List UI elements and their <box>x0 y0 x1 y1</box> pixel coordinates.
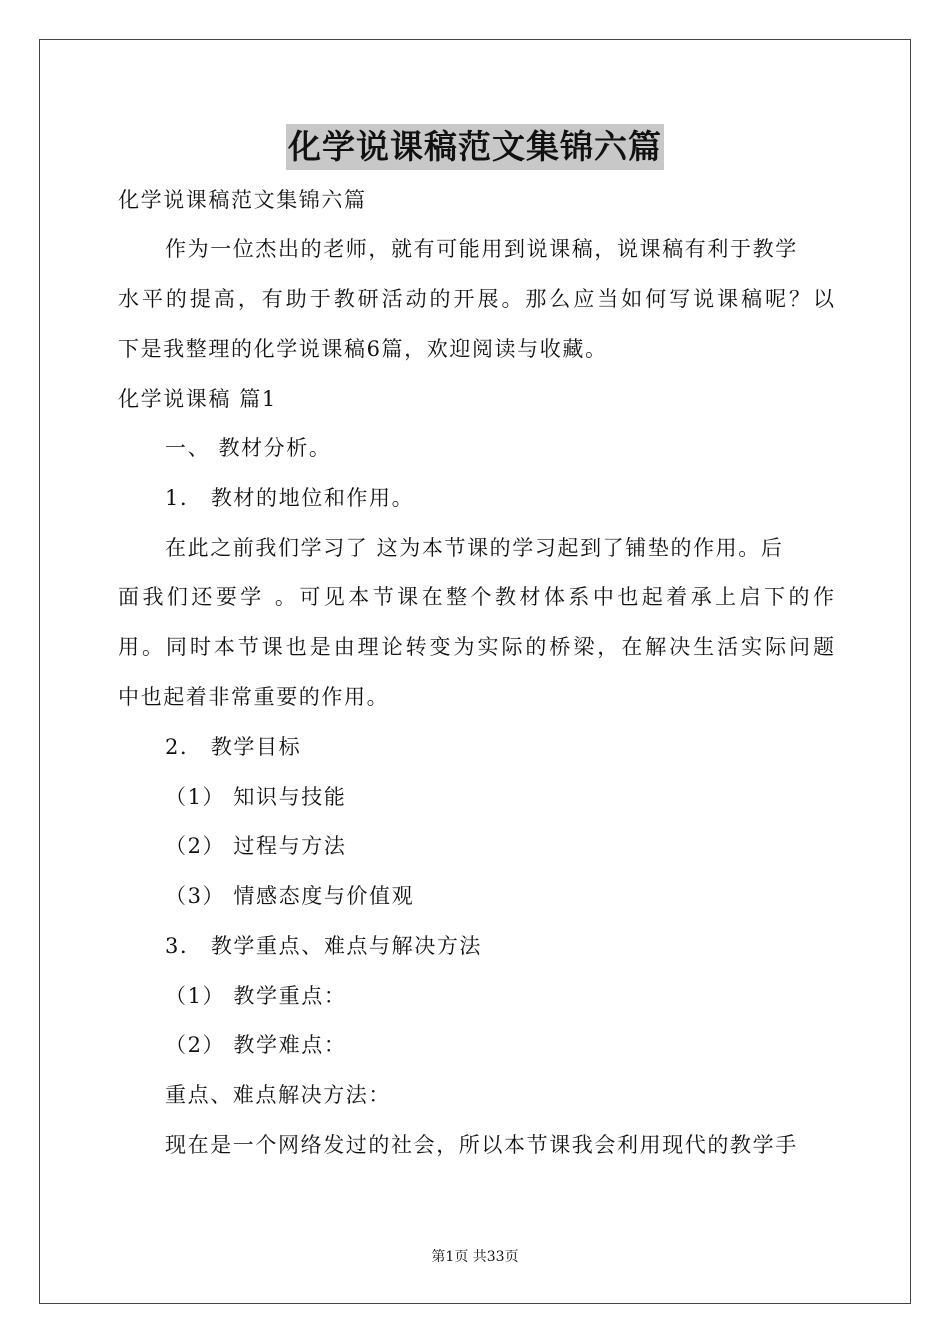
paragraph-line: 中也起着非常重要的作用。 <box>118 685 390 709</box>
paragraph-line: 下是我整理的化学说课稿6篇，欢迎阅读与收藏。 <box>118 337 608 361</box>
outline-item: 2． 教学目标 <box>165 735 302 759</box>
page-footer: 第1页 共33页 <box>431 1249 519 1265</box>
outline-item: （2） 过程与方法 <box>165 834 347 858</box>
paragraph-line: 作为一位杰出的老师，就有可能用到说课稿，说课稿有利于教学 <box>165 237 798 261</box>
paragraph-line: 水平的提高，有助于教研活动的开展。那么应当如何写说课稿呢？以 <box>118 287 834 311</box>
outline-item: （1） 教学重点： <box>165 984 347 1008</box>
outline-item: （2） 教学难点： <box>165 1033 347 1057</box>
paragraph-line: 在此之前我们学习了 这为本节课的学习起到了铺垫的作用。后 <box>165 536 784 560</box>
outline-item: （3） 情感态度与价值观 <box>165 884 415 908</box>
paragraph-line: 面我们还要学 。可见本节课在整个教材体系中也起着承上启下的作 <box>118 585 834 609</box>
subtitle-line: 化学说课稿范文集锦六篇 <box>118 188 367 212</box>
page-border <box>39 39 911 1304</box>
outline-item: 一、 教材分析。 <box>165 436 332 460</box>
outline-item: 1． 教材的地位和作用。 <box>165 486 415 510</box>
paragraph-line: 现在是一个网络发过的社会，所以本节课我会利用现代的教学手 <box>165 1133 798 1157</box>
section-heading: 化学说课稿 篇1 <box>118 387 277 411</box>
outline-item: （1） 知识与技能 <box>165 785 347 809</box>
title-container <box>0 124 950 170</box>
paragraph-line: 用。同时本节课也是由理论转变为实际的桥梁，在解决生活实际问题 <box>118 635 834 659</box>
paragraph-line: 重点、难点解决方法： <box>165 1083 391 1107</box>
document-title: 化学说课稿范文集锦六篇 <box>286 124 664 170</box>
outline-item: 3． 教学重点、难点与解决方法 <box>165 934 483 958</box>
